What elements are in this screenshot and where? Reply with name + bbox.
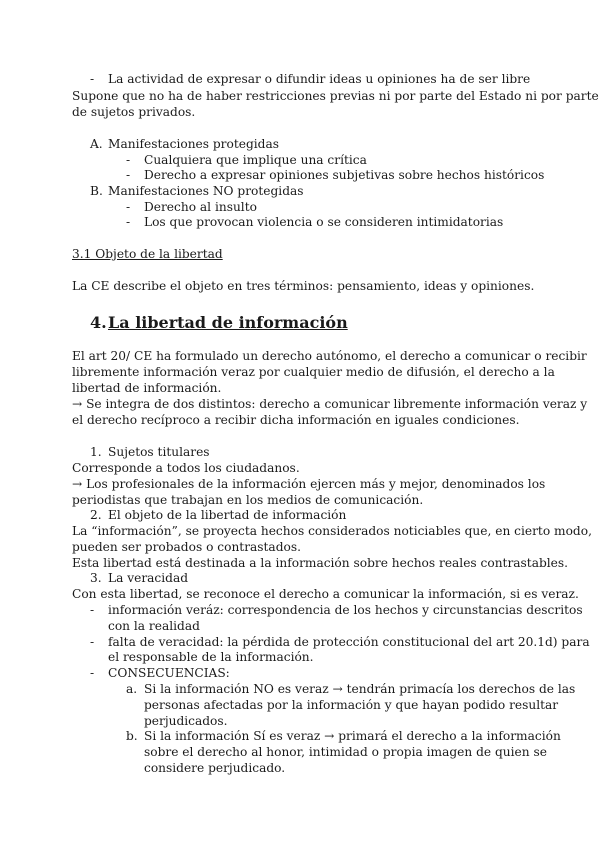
intro-line-2: de sujetos privados. — [72, 105, 196, 119]
dash-marker: - — [90, 72, 95, 86]
list-item-continuation: el responsable de la información. — [108, 650, 314, 664]
dash-marker: - — [90, 603, 95, 617]
paragraph-line: → Se integra de dos distintos: derecho a comunicar libremente información veraz y — [72, 397, 588, 411]
sublist-line: Si la información Sí es veraz → primará el derecho a la información — [144, 729, 561, 743]
paragraph-line: El art 20/ CE ha formulado un derecho autónomo, el derecho a comunicar o recibir — [72, 349, 587, 363]
numbered-title-1: Sujetos titulares — [108, 445, 210, 459]
list-item: Derecho a expresar opiniones subjetivas sobre hechos históricos — [144, 168, 545, 182]
numbered-title-2: El objeto de la libertad de información — [108, 508, 347, 522]
dash-marker: - — [126, 153, 131, 167]
sublist-line: Si la información NO es veraz → tendrán primacía los derechos de las — [144, 682, 576, 696]
numbered-marker-3: 3. — [90, 571, 102, 585]
section-3-1-title: 3.1 Objeto de la libertad — [72, 247, 223, 261]
list-marker-a: A. — [90, 137, 103, 151]
dash-marker: - — [90, 635, 95, 649]
sublist-line: personas afectadas por la información y que hayan podido resultar — [144, 698, 559, 712]
list-marker-b: b. — [126, 729, 138, 743]
dash-marker: - — [126, 200, 131, 214]
list-label-b: Manifestaciones NO protegidas — [108, 184, 304, 198]
paragraph-line: libremente información veraz por cualquier medio de difusión, el derecho a la — [72, 365, 555, 379]
numbered-marker-2: 2. — [90, 508, 102, 522]
intro-line-1: Supone que no ha de haber restricciones previas ni por parte del Estado ni por parte — [72, 89, 599, 103]
list-label-a: Manifestaciones protegidas — [108, 137, 279, 151]
paragraph-line: periodistas que trabajan en los medios de comunicación. — [72, 493, 424, 507]
list-item: Cualquiera que implique una crítica — [144, 153, 367, 167]
sublist-line: perjudicados. — [144, 714, 228, 728]
paragraph-line: Corresponde a todos los ciudadanos. — [72, 461, 300, 475]
section-4-title: La libertad de información — [108, 313, 348, 332]
dash-marker: - — [126, 168, 131, 182]
paragraph-line: el derecho recíproco a recibir dicha información en iguales condiciones. — [72, 413, 520, 427]
sublist-line: sobre el derecho al honor, intimidad o propia imagen de quien se — [144, 745, 547, 759]
dash-marker: - — [126, 215, 131, 229]
list-item: Derecho al insulto — [144, 200, 257, 214]
dash-marker: - — [90, 666, 95, 680]
paragraph-line: libertad de información. — [72, 381, 222, 395]
numbered-title-3: La veracidad — [108, 571, 189, 585]
paragraph-line: La “información”, se proyecta hechos considerados noticiables que, en cierto modo, — [72, 524, 592, 538]
list-item: Los que provocan violencia o se consideren intimidatorias — [144, 215, 504, 229]
paragraph-line: → Los profesionales de la información ejercen más y mejor, denominados los — [72, 477, 546, 491]
intro-bullet: La actividad de expresar o difundir ideas u opiniones ha de ser libre — [108, 72, 531, 86]
list-item: falta de veracidad: la pérdida de protección constitucional del art 20.1d) para — [108, 635, 590, 649]
list-item: información veráz: correspondencia de los hechos y circunstancias descritos — [108, 603, 583, 617]
section-4-number: 4. — [90, 313, 107, 332]
paragraph-line: Con esta libertad, se reconoce el derecho a comunicar la información, si es veraz. — [72, 587, 579, 601]
list-item-continuation: con la realidad — [108, 619, 200, 633]
numbered-marker-1: 1. — [90, 445, 102, 459]
paragraph-line: pueden ser probados o contrastados. — [72, 540, 301, 554]
section-3-1-text: La CE describe el objeto en tres términos: pensamiento, ideas y opiniones. — [72, 279, 535, 293]
paragraph-line: Esta libertad está destinada a la información sobre hechos reales contrastables. — [72, 556, 569, 570]
list-item: CONSECUENCIAS: — [108, 666, 230, 680]
list-marker-a: a. — [126, 682, 138, 696]
sublist-line: considere perjudicado. — [144, 761, 286, 775]
list-marker-b: B. — [90, 184, 103, 198]
